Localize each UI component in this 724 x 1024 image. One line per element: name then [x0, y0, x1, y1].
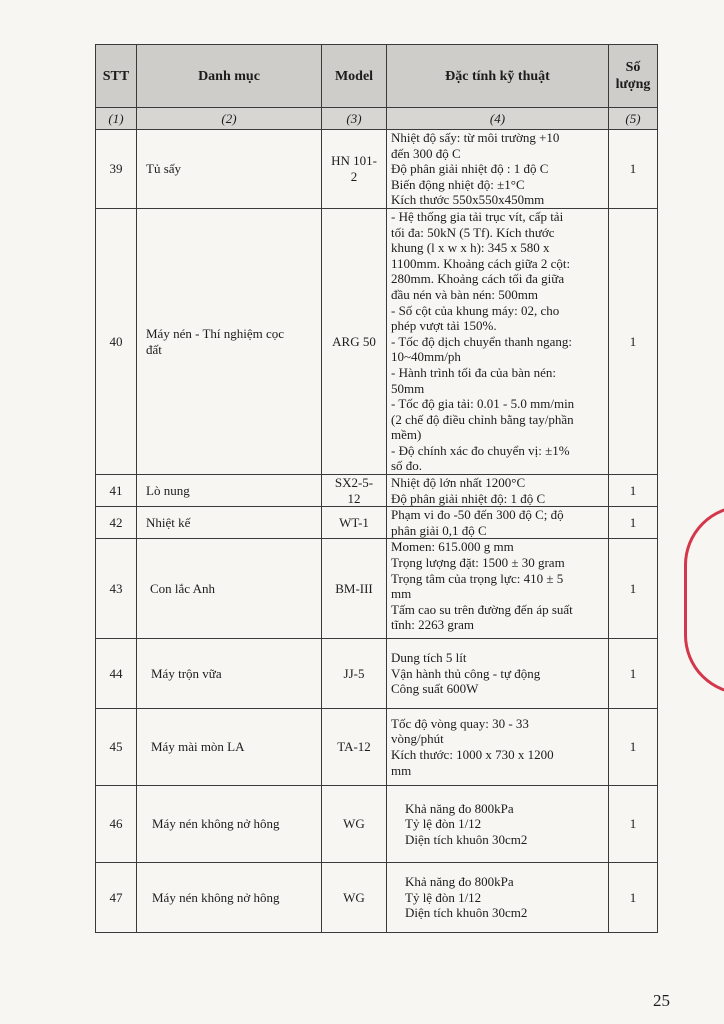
spec-line: đầu nén và bàn nén: 500mm	[391, 286, 538, 302]
row-name	[137, 709, 322, 786]
row-model-line: WG	[343, 889, 365, 905]
spec-line: - Hệ thống gia tải trục vít, cấp tải	[391, 208, 564, 224]
spec-line: Tốc độ vòng quay: 30 - 33	[391, 715, 529, 731]
spec-line: Tấm cao su trên đường đến áp suất	[391, 601, 573, 617]
column-number: (3)	[322, 108, 387, 130]
row-stt: 40	[96, 208, 137, 474]
spec-line: Công suất 600W	[391, 681, 479, 697]
spec-line: 1100mm. Khoảng cách giữa 2 cột:	[391, 255, 571, 271]
spec-line: - Tốc độ gia tải: 0.01 - 5.0 mm/min	[391, 396, 575, 412]
spec-line: Khả năng đo 800kPa	[405, 874, 514, 890]
spec-line: Dung tích 5 lít	[391, 650, 467, 666]
row-model-line: JJ-5	[343, 665, 365, 681]
spec-line: 280mm. Khoảng cách tối đa giữa	[391, 271, 565, 287]
row-stt: 42	[96, 507, 137, 539]
table-row	[96, 539, 658, 639]
row-stt: 44	[96, 639, 137, 709]
table-row	[96, 507, 658, 539]
spec-line: Nhiệt độ lớn nhất 1200°C	[391, 475, 526, 491]
row-model-line: HN 101-	[331, 153, 377, 169]
row-spec	[387, 539, 609, 639]
row-model-line: BM-III	[335, 580, 373, 596]
spec-line: Momen: 615.000 g mm	[391, 539, 514, 555]
table-row	[96, 130, 658, 209]
spec-line: (2 chế độ điều chỉnh bằng tay/phần	[391, 411, 574, 427]
equipment-table	[95, 44, 658, 933]
spec-line: Độ phân giải nhiệt độ : 1 độ C	[391, 161, 549, 177]
row-model	[322, 639, 387, 709]
spec-line: Phạm vi đo -50 đến 300 độ C; độ	[391, 507, 564, 523]
row-model	[322, 709, 387, 786]
column-number: (1)	[96, 108, 137, 130]
table-row	[96, 709, 658, 786]
spec-line: phân giải 0,1 độ C	[391, 522, 487, 538]
spec-line: Khả năng đo 800kPa	[405, 800, 514, 816]
row-name	[137, 130, 322, 209]
spec-line: khung (l x w x h): 345 x 580 x	[391, 240, 550, 256]
page-number: 25	[653, 991, 670, 1010]
row-name	[137, 208, 322, 474]
row-stt: 45	[96, 709, 137, 786]
row-qty: 1	[609, 863, 658, 933]
official-seal-stamp	[684, 505, 724, 695]
row-model-line: WG	[343, 816, 365, 832]
row-name-line: Máy nén không nở hông	[152, 816, 280, 832]
row-name	[137, 786, 322, 863]
column-number-row	[96, 108, 658, 130]
header-danh-muc: Danh mục	[137, 45, 322, 108]
header-model: Model	[322, 45, 387, 108]
row-spec	[387, 786, 609, 863]
table-row	[96, 208, 658, 474]
spec-line: Vận hành thủ công - tự động	[391, 665, 541, 681]
row-name	[137, 475, 322, 507]
spec-line: 50mm	[391, 380, 425, 396]
row-model-line: 2	[350, 168, 358, 184]
row-model-line: WT-1	[339, 515, 369, 531]
header-so-luong-line2: lượng	[615, 77, 651, 92]
spec-line: Kích thước: 1000 x 730 x 1200	[391, 747, 554, 762]
spec-line: - Tốc độ dịch chuyển thanh ngang:	[391, 333, 572, 349]
row-name	[137, 863, 322, 933]
row-model	[322, 208, 387, 474]
spec-line: phép vượt tải 150%.	[391, 318, 497, 334]
column-number: (5)	[609, 108, 658, 130]
spec-line: số đo.	[391, 458, 423, 474]
header-stt: STT	[96, 45, 137, 108]
row-name-line: Con lắc Anh	[150, 580, 215, 596]
row-model-line: ARG 50	[332, 333, 376, 349]
row-model	[322, 130, 387, 209]
row-name-line: Máy mài mòn LA	[151, 739, 245, 755]
row-stt: 47	[96, 863, 137, 933]
row-model	[322, 539, 387, 639]
row-qty: 1	[609, 130, 658, 209]
column-number: (2)	[137, 108, 322, 130]
row-spec	[387, 507, 609, 539]
spec-line: Biến động nhiệt độ: ±1°C	[391, 176, 525, 192]
spec-line: Trọng tâm của trọng lực: 410 ± 5	[391, 570, 564, 586]
row-qty: 1	[609, 208, 658, 474]
table-row	[96, 786, 658, 863]
header-so-luong-line1: Số	[625, 60, 641, 75]
spec-line: Kích thước 550x550x450mm	[391, 192, 545, 208]
table-row	[96, 863, 658, 933]
spec-line: Độ phân giải nhiệt độ: 1 độ C	[391, 490, 546, 506]
header-so-luong	[609, 45, 658, 108]
row-qty: 1	[609, 639, 658, 709]
spec-line: mm	[391, 586, 412, 602]
header-dac-tinh: Đặc tính kỹ thuật	[387, 45, 609, 108]
row-stt: 46	[96, 786, 137, 863]
spec-line: tối đa: 50kN (5 Tf). Kích thước	[391, 224, 555, 240]
row-model	[322, 507, 387, 539]
row-spec	[387, 208, 609, 474]
spec-line: - Hành trình tối đa của bàn nén:	[391, 364, 556, 380]
row-stt: 43	[96, 539, 137, 639]
row-model-line: SX2-5-	[334, 475, 374, 491]
row-qty: 1	[609, 475, 658, 507]
row-qty: 1	[609, 539, 658, 639]
row-qty: 1	[609, 709, 658, 786]
row-model	[322, 786, 387, 863]
spec-line: - Số cột của khung máy: 02, cho	[391, 302, 560, 318]
row-name-line: đất	[146, 341, 162, 357]
row-model	[322, 863, 387, 933]
row-qty: 1	[609, 786, 658, 863]
row-stt: 41	[96, 475, 137, 507]
spec-line: Diện tích khuôn 30cm2	[405, 905, 528, 921]
spec-line: mm	[391, 762, 412, 778]
row-model	[322, 475, 387, 507]
row-name-line: Nhiệt kế	[146, 515, 191, 531]
spec-line: vòng/phút	[391, 731, 444, 747]
row-spec	[387, 863, 609, 933]
row-name	[137, 539, 322, 639]
row-name	[137, 507, 322, 539]
header-row	[96, 45, 658, 108]
row-name-line: Máy nén không nở hông	[152, 889, 280, 905]
row-spec	[387, 475, 609, 507]
spec-line: Tỷ lệ đòn 1/12	[405, 816, 482, 832]
spec-line: Trọng lượng đặt: 1500 ± 30 gram	[391, 555, 565, 571]
row-name-line: Tủ sấy	[146, 161, 182, 177]
spec-line: tĩnh: 2263 gram	[391, 617, 475, 633]
row-qty: 1	[609, 507, 658, 539]
row-model-line: TA-12	[337, 739, 371, 755]
row-name-line: Lò nung	[146, 482, 190, 498]
row-name	[137, 639, 322, 709]
row-name-line: Máy nén - Thí nghiệm cọc	[146, 325, 285, 341]
row-spec	[387, 130, 609, 209]
table-row	[96, 475, 658, 507]
row-spec	[387, 709, 609, 786]
spec-line: - Độ chính xác đo chuyển vị: ±1%	[391, 442, 570, 458]
spec-line: Nhiệt độ sấy: từ môi trường +10	[391, 130, 560, 145]
row-model-line: 12	[347, 490, 361, 506]
column-number: (4)	[387, 108, 609, 130]
spec-line: đến 300 độ C	[391, 145, 461, 161]
spec-line: Tỷ lệ đòn 1/12	[405, 889, 482, 905]
spec-line: Diện tích khuôn 30cm2	[405, 831, 528, 847]
row-name-line: Máy trộn vữa	[151, 665, 222, 681]
spec-line: 10~40mm/ph	[391, 349, 461, 365]
row-stt: 39	[96, 130, 137, 209]
table-row	[96, 639, 658, 709]
spec-line: mềm)	[391, 427, 422, 443]
row-spec	[387, 639, 609, 709]
